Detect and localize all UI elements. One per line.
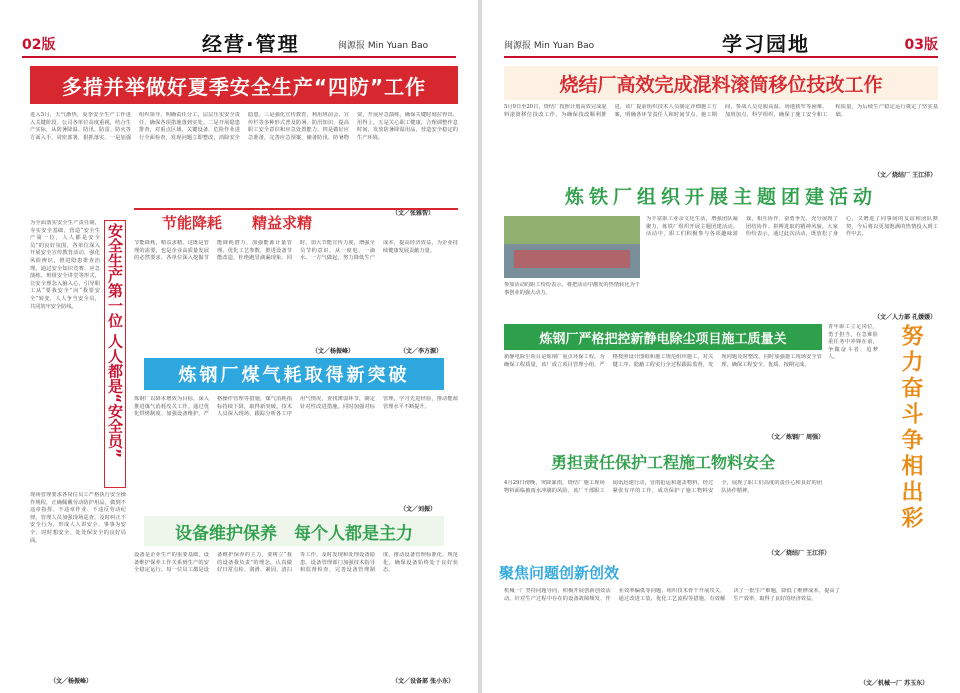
slogan-striving-box bbox=[882, 324, 938, 624]
slogan-safety: 安全生产第一位 人人都是“安全员” bbox=[106, 223, 124, 458]
article-equipment-maintenance-body: 设备是企业生产的重要基础，设备维护保养工作关系到生产的安全稳定运行。每一位员工都是设备维护保养的主力，要树立“我的设备我负责”的理念，认真做好日常点检、润滑、紧固、清扫等工作，及时发现和处理设备隐患。设备管理部门加强技术指导和监督检查，完善设备管理制度，推动设备管理标准化、规范化，确保设备始终处于良好状态。 bbox=[134, 552, 458, 574]
article-energy-saving-body: 节能降耗，精益求精。这既是管理的需要，也是企业高质量发展的必然要求。各单位深入挖掘节能降耗潜力，加强能源计量管理，优化工艺参数，推进设备节能改造，杜绝跑冒滴漏现象。同时，加大节能宣传力度，增强全员节约意识，从一度电、一滴水、一方气做起，努力降低生产成本，提高经济效益，为企业持续健康发展贡献力量。 bbox=[134, 240, 458, 262]
right-page-header bbox=[504, 26, 938, 58]
left-page-header bbox=[22, 26, 456, 58]
author-byline: （文／杨振峰） bbox=[312, 348, 355, 355]
paper-name: 闽源报 Min Yuan Bao bbox=[504, 41, 595, 51]
edition-label: 03版 bbox=[904, 37, 938, 53]
headline-dust-removal: 炼钢厂严格把控新静电除尘项目施工质量关 bbox=[504, 324, 822, 350]
slogan-striving: 努力奋斗争相出彩 bbox=[898, 324, 923, 532]
author-byline: （文／李方源） bbox=[400, 348, 443, 355]
headline-equipment-maintenance: 设备维护保养 每个人都是主力 bbox=[144, 516, 444, 546]
headline-drum-relocation: 烧结厂高效完成混料滚筒移位技改工作 bbox=[504, 66, 938, 100]
article-safety-body-2: 现场管理要求各岗位员工严格执行安全操作规程，正确佩戴劳动防护用品，做到不违章指挥、不违章作业、不违反劳动纪律。管理人员加强现场巡查，及时纠正不安全行为，形成人人讲安全、事事为安全、时时想安全、处处保安全的良好局面。 bbox=[30, 492, 126, 544]
author-byline: （文／人力部 孔媛媛） bbox=[874, 314, 937, 321]
left-page bbox=[0, 0, 478, 693]
article-safety-sidebar-body: 为全面落实安全生产责任制，夯实安全基础，营造“安全生产第一位，人人都是安全员”的良好氛围，各单位深入开展安全宣传教育活动，强化风险辨识，推进隐患排查治理。通过安全知识竞赛、应急演练、班组安全讲堂等形式，让安全理念入脑入心，引导职工从“要我安全”向“我要安全”转变，人人争当安全员，共同筑牢安全防线。 bbox=[30, 220, 100, 310]
team-building-photo bbox=[504, 216, 640, 278]
article-four-prevention-body: 进入5月，天气渐热，夏季安全生产工作进入关键阶段。公司各单位高度重视，结合生产实际，从防暑降温、防汛、防雷、防火等方面入手，周密部署，狠抓落实。一是加强组织领导，明确责任分工，层层压实安全责任，确保各项措施落到实处。二是开展隐患排查，对重点区域、关键设备、危险作业进行全面检查，发现问题立即整改，消除安全隐患。三是强化宣传教育，利用班前会、宣传栏等多种形式普及防暑、防汛知识，提高职工安全意识和应急处置能力。四是做好应急准备，完善应急预案，储备防汛、防暑物资，开展应急演练，确保关键时刻拉得出、用得上。五是关心职工健康，合理调整作息时间，发放防暑降温用品，营造安全稳定的生产环境。 bbox=[30, 112, 458, 141]
article-innovation-body: 机械一厂坚持问题导向，积极开展创新创效活动。针对生产过程中存在的设备故障频发、作业效率偏低等问题，组织技术骨干开展攻关，通过改进工装、优化工艺流程等措施，有效解决了一批生产难题，降低了维修成本，提高了生产效率，取得了良好的经济效益。 bbox=[504, 588, 840, 602]
headline-four-prevention: 多措并举做好夏季安全生产“四防”工作 bbox=[30, 66, 458, 104]
author-byline: （文／烧结厂 王江洋） bbox=[874, 172, 937, 179]
author-byline: （文／设备部 张小东） bbox=[392, 678, 455, 685]
headline-team-building: 炼铁厂组织开展主题团建活动 bbox=[564, 185, 877, 208]
author-byline: （文／烧结厂 王江洋） bbox=[768, 550, 831, 557]
paper-name: 闽源报 Min Yuan Bao bbox=[338, 41, 429, 51]
slogan-safety-box bbox=[104, 220, 126, 488]
section-title: 学习园地 bbox=[722, 32, 810, 56]
article-gas-consumption-body: 炼钢厂以降本增效为目标，深入推进煤气消耗攻关工作。通过优化烘烤制度、加强设备维护、严格操作管理等措施，煤气消耗指标持续下降，取得新突破。技术人员深入现场，跟踪分析各工序用气情况，查找薄弱环节，制定针对性改进措施。同时加强对标管理，学习先进经验，推动能源管理水平不断提升。 bbox=[134, 396, 458, 418]
article-drum-relocation-body: 5月9日至20日，烧结厂按照计划高效完成混料滚筒移位技改工作。为确保技改顺利推进，该厂提前组织技术人员制定详细施工方案，明确各环节责任人和时间节点。施工期间，参战人员克服高温、场地狭窄等困难，加班加点，科学组织，确保了施工安全和工程质量，为后续生产稳定运行奠定了坚实基础。 bbox=[504, 104, 938, 118]
author-byline: （文／刘振） bbox=[400, 506, 437, 513]
headline-material-safety: 勇担责任保护工程施工物料安全 bbox=[550, 452, 775, 472]
article-material-safety-body: 4月29日傍晚，突降暴雨，烧结厂施工现场物料面临被雨水冲刷的风险。该厂干部职工闻讯迅速行动，冒雨抢运和遮盖物料，经过紧张有序的工作，成功保护了施工物料安全，展现了职工们高度的责任心和良好的团队协作精神。 bbox=[504, 480, 822, 494]
author-byline: （文／炼钢厂 周强） bbox=[768, 434, 825, 441]
article-team-building-body: 为丰富职工业余文化生活，增强团队凝聚力，炼铁厂组织开展主题团建活动。活动中，职工们积极参与各项趣味游戏，相互协作、奋勇争先，充分展现了团结协作、拼搏进取的精神风貌。大家纷纷表示，通过此次活动，既放松了身心，又增进了同事间的友谊和团队默契，今后将以更加饱满的热情投入到工作中去。 bbox=[646, 216, 938, 238]
author-byline: （文／杨振峰） bbox=[50, 678, 93, 685]
right-page bbox=[482, 0, 960, 693]
article-striving-body: 青年职工立足岗位，勇于担当，在急难险重任务中冲锋在前，争做奋斗者、追梦人。 bbox=[828, 324, 878, 361]
headline-innovation: 聚焦问题创新创效 bbox=[499, 563, 620, 582]
headline-lean: 精益求精 bbox=[252, 213, 313, 232]
author-byline: （文／张雅智） bbox=[392, 210, 435, 217]
author-byline: （文／机械一厂 苏玉东） bbox=[860, 680, 929, 687]
edition-label: 02版 bbox=[22, 37, 56, 53]
headline-gas-consumption: 炼钢厂煤气耗取得新突破 bbox=[144, 358, 444, 390]
article-dust-removal-body: 新静电除尘项目是炼钢厂重点环保工程。为确保工程质量，该厂成立项目管理小组，严格按照设计图纸和施工规范组织施工，对关键工序、隐蔽工程实行全过程跟踪监督，发现问题及时整改。同时加强施工现场安全管理，确保工程安全、优质、按期完成。 bbox=[504, 354, 822, 368]
section-title: 经营·管理 bbox=[202, 32, 300, 56]
headline-energy-saving: 节能降耗 bbox=[162, 213, 223, 232]
article-team-building-body-2: 参加活动的职工纷纷表示，将把活动中激发的热情转化为干事创业的强大动力。 bbox=[504, 282, 640, 296]
